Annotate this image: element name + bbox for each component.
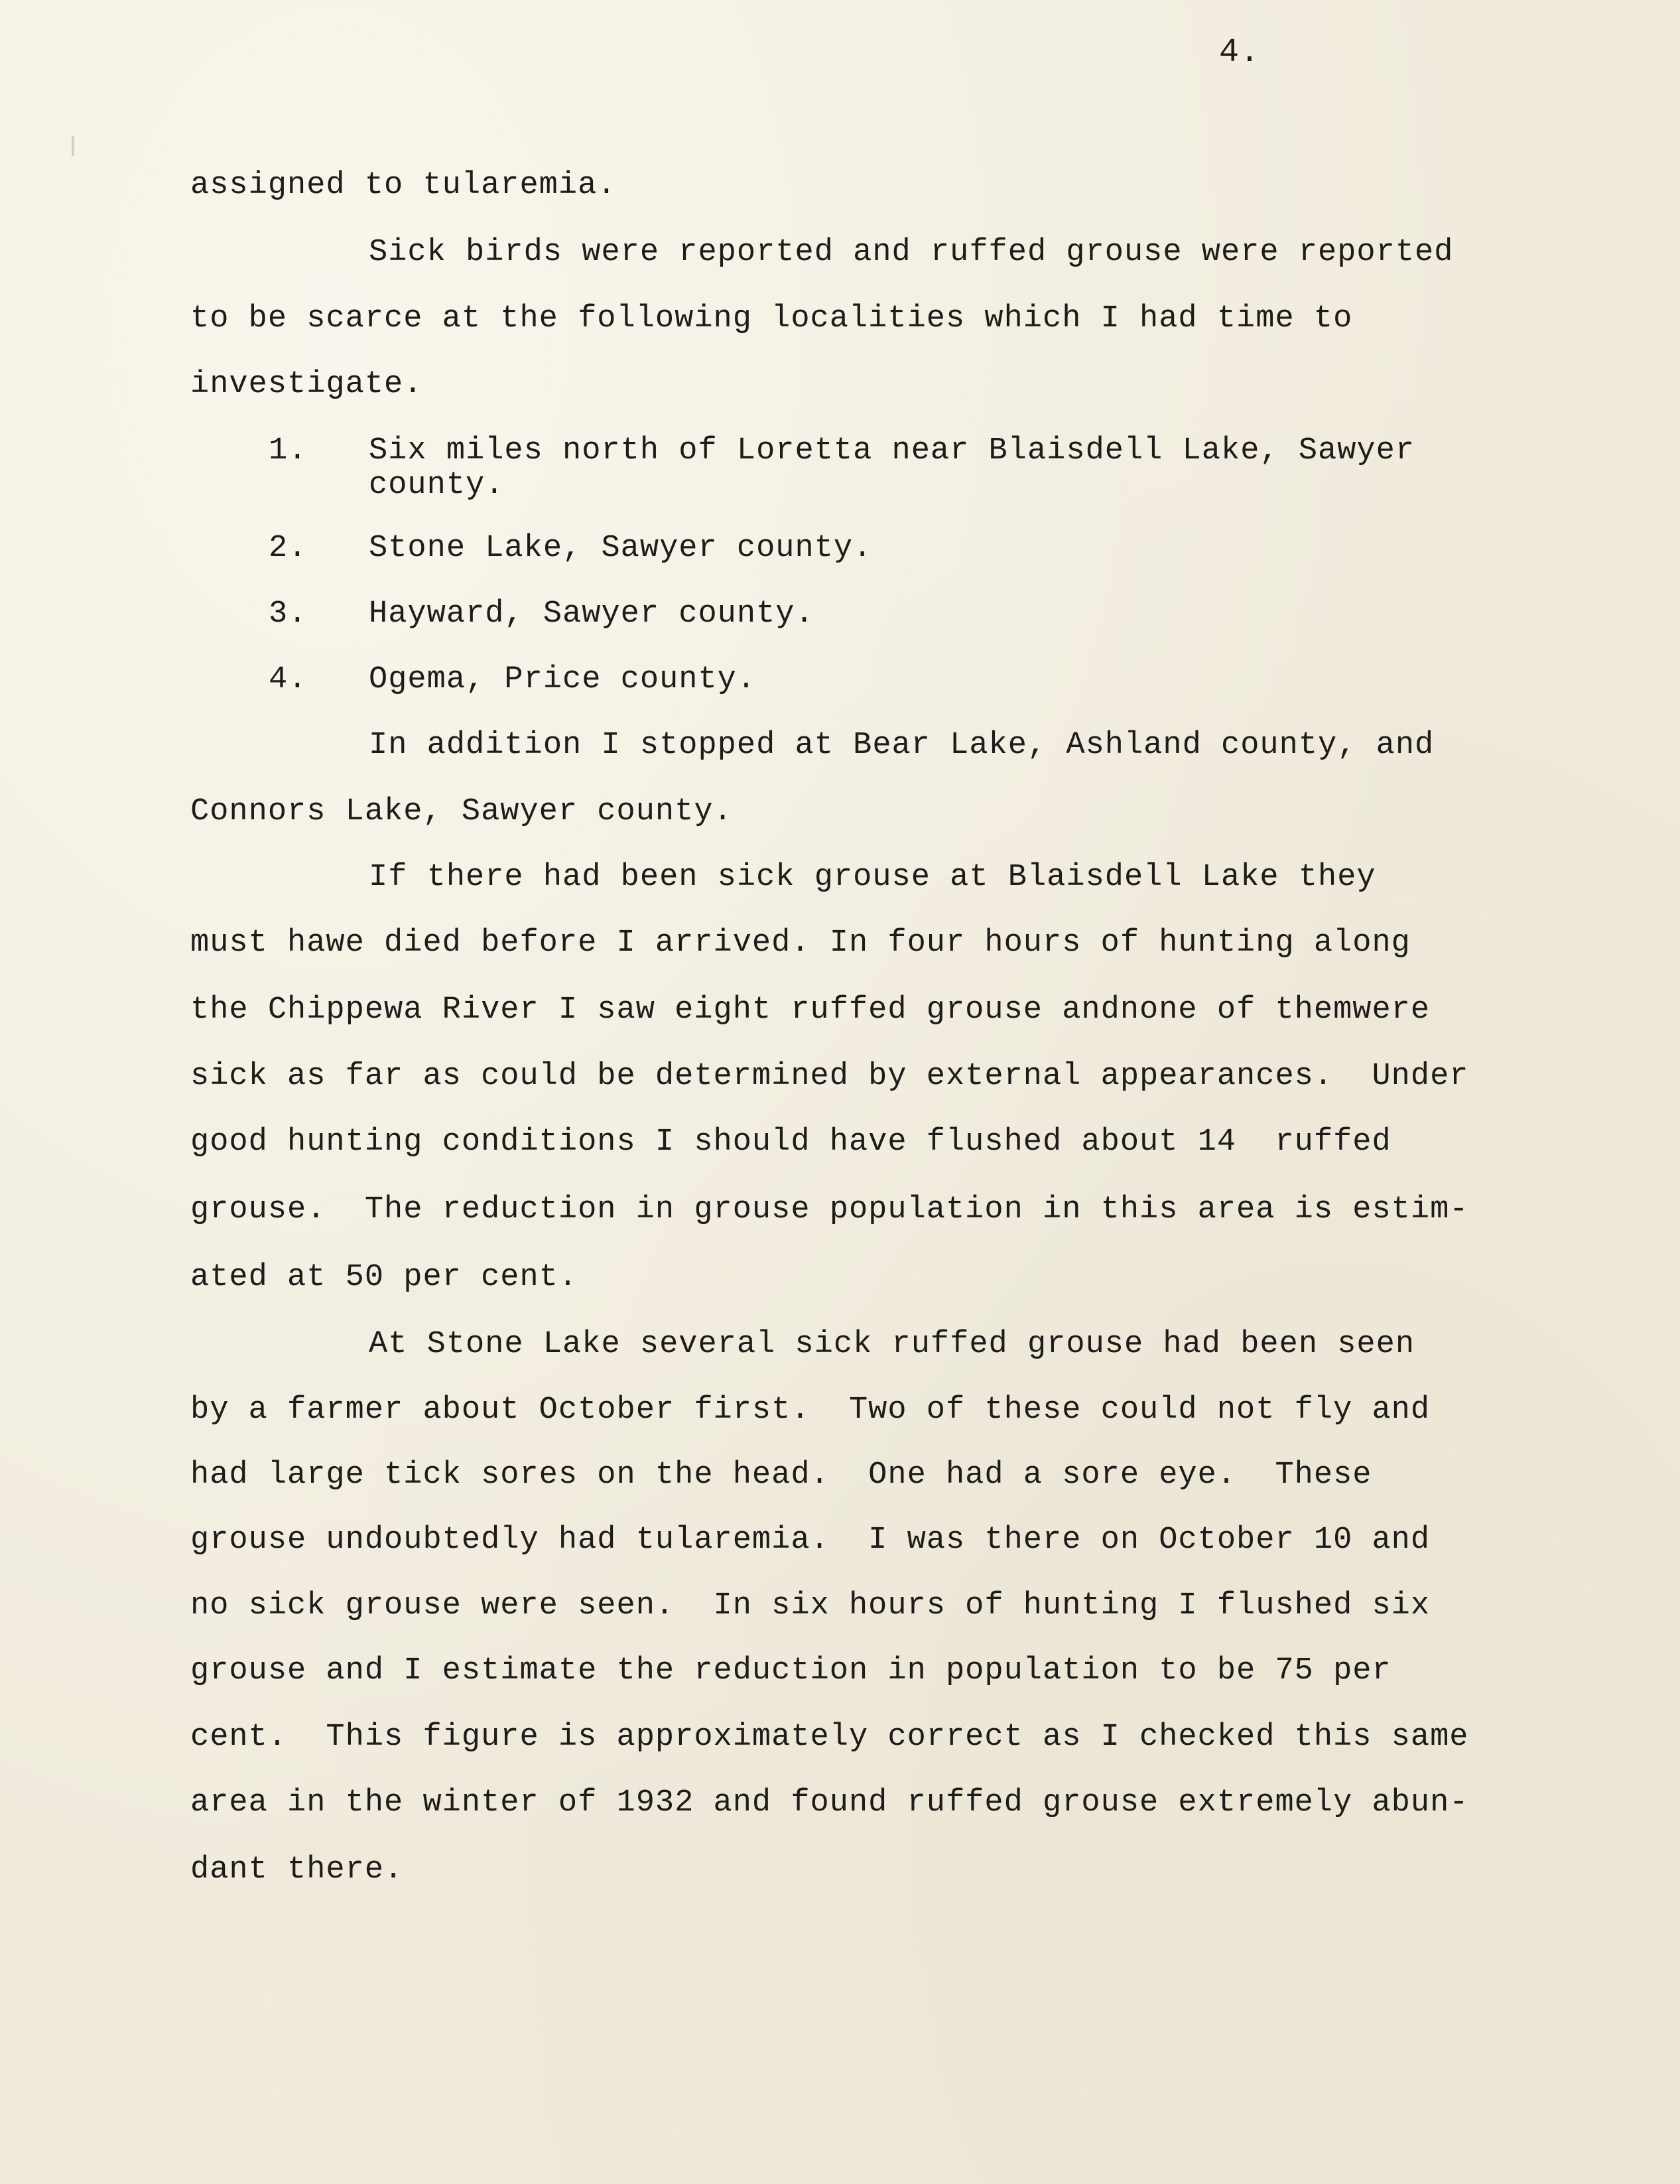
intro-line-1: assigned to tularemia. (190, 168, 617, 203)
blaisdell-line-6: grouse. The reduction in grouse population in this area is estim- (190, 1192, 1469, 1227)
locality-number-1: 1. (269, 433, 308, 468)
stone-lake-line-7: cent. This figure is approximately correct as I checked this same (190, 1720, 1469, 1755)
stone-lake-line-4: grouse undoubtedly had tularemia. I was there on October 10 and (190, 1523, 1431, 1558)
paper-mark (72, 136, 74, 156)
locality-number-3: 3. (269, 596, 308, 632)
blaisdell-line-5: good hunting conditions I should have flushed about 14 ruffed (190, 1125, 1391, 1160)
stone-lake-line-2: by a farmer about October first. Two of these could not fly and (190, 1393, 1431, 1428)
intro-line-3: to be scarce at the following localities which I had time to (190, 301, 1353, 336)
locality-number-2: 2. (269, 531, 308, 566)
stone-lake-line-5: no sick grouse were seen. In six hours of hunting I flushed six (190, 1588, 1431, 1623)
stone-lake-line-6: grouse and I estimate the reduction in population to be 75 per (190, 1653, 1391, 1688)
stone-lake-line-9: dant there. (190, 1852, 404, 1887)
locality-3-line-1: Hayward, Sawyer county. (369, 596, 814, 632)
page-number: 4. (1219, 34, 1261, 72)
blaisdell-line-1: If there had been sick grouse at Blaisdell Lake they (369, 860, 1376, 895)
stone-lake-line-8: area in the winter of 1932 and found ruffed grouse extremely abun- (190, 1785, 1469, 1820)
stone-lake-line-1: At Stone Lake several sick ruffed grouse had been seen (369, 1327, 1415, 1362)
locality-4-line-1: Ogema, Price county. (369, 662, 757, 697)
addition-line-2: Connors Lake, Sawyer county. (190, 794, 733, 829)
blaisdell-line-2: must hawe died before I arrived. In four hours of hunting along (190, 925, 1411, 961)
locality-2-line-1: Stone Lake, Sawyer county. (369, 531, 873, 566)
stone-lake-line-3: had large tick sores on the head. One had a sore eye. These (190, 1458, 1372, 1493)
blaisdell-line-3: the Chippewa River I saw eight ruffed grouse andnone of themwere (190, 992, 1431, 1028)
addition-line-1: In addition I stopped at Bear Lake, Ashland county, and (369, 728, 1435, 763)
intro-line-4: investigate. (190, 367, 423, 402)
blaisdell-line-7: ated at 50 per cent. (190, 1260, 578, 1295)
locality-1-line-2: county. (369, 468, 505, 503)
locality-number-4: 4. (269, 662, 308, 697)
blaisdell-line-4: sick as far as could be determined by external appearances. Under (190, 1059, 1469, 1094)
locality-1-line-1: Six miles north of Loretta near Blaisdell Lake, Sawyer (369, 433, 1415, 468)
intro-line-2: Sick birds were reported and ruffed grouse were reported (369, 235, 1454, 270)
